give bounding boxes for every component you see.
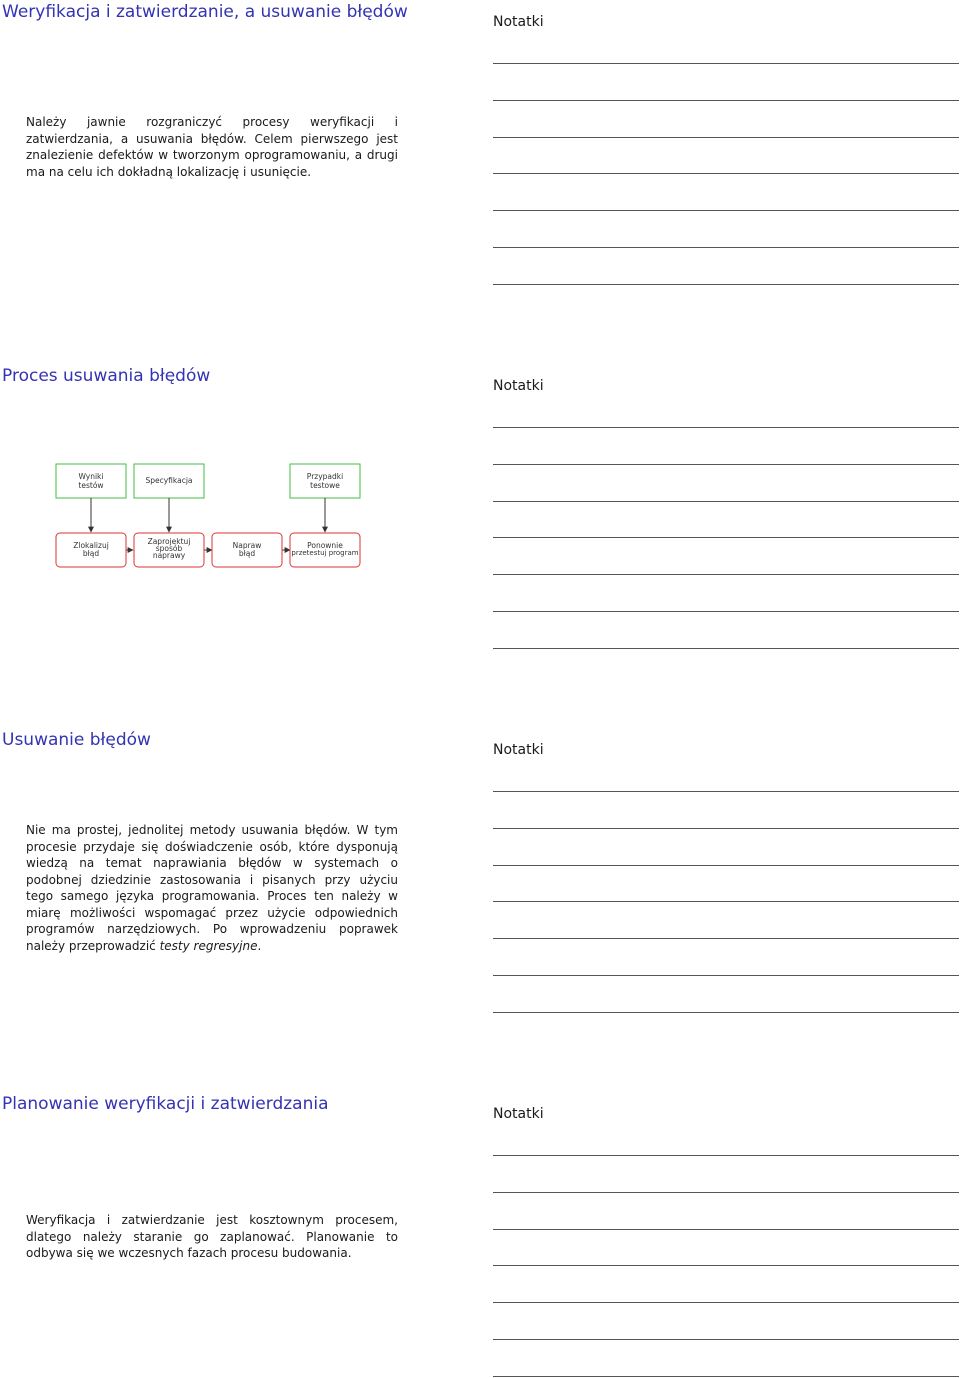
note-line — [493, 1265, 959, 1266]
note-line — [493, 648, 959, 649]
note-line — [493, 464, 959, 465]
note-line — [493, 901, 959, 902]
step-box-label: błąd — [238, 549, 256, 558]
step-box-label: sposób — [155, 544, 183, 553]
note-line — [493, 1155, 959, 1156]
note-line — [493, 100, 959, 101]
note-line — [493, 611, 959, 612]
step-box-label: Ponownie — [307, 541, 343, 550]
input-box-label: testów — [78, 481, 104, 490]
step-box-label: błąd — [82, 549, 100, 558]
note-line — [493, 828, 959, 829]
slide-body-text: Nie ma prostej, jednolitej metody usuwania błędów. W tym procesie przydaje się doświadczenie osób, które dysponują wiedzą na temat naprawiania błędów w systemach o podobnej dziedzinie zastosowania i pisanych przy użyciu tego samego języka programowania. Proces ten należy w miarę możliwości wspomagać przez użycie odpowiednich programów narzędziowych. Po wprowadzeniu poprawek należy przeprowadzić — [26, 823, 398, 953]
step-box-label: naprawy — [152, 551, 186, 560]
slide-body: Należy jawnie rozgraniczyć procesy weryfikacji i zatwierdzania, a usuwania błędów. Celem pierwszego jest znalezienie defektów w tworzonym oprogramowaniu, a drugi ma na celu ich dokładną lokalizację i usunięcie. — [26, 115, 398, 179]
step-box-retest — [290, 533, 360, 567]
input-box-test-cases — [290, 464, 360, 498]
slide-body: Weryfikacja i zatwierdzanie jest kosztownym procesem, dlatego należy staranie go zaplanować. Planowanie to odbywa się we wczesnych fazach procesu budowania. — [26, 1213, 398, 1260]
note-line — [493, 1012, 959, 1013]
input-box-test-results — [56, 464, 126, 498]
input-box-label: Specyfikacja — [145, 476, 193, 485]
note-line — [493, 1229, 959, 1230]
note-line — [493, 284, 959, 285]
note-line — [493, 1302, 959, 1303]
input-box-label: Przypadki — [306, 472, 344, 481]
step-box-label: przetestuj program — [291, 549, 359, 557]
step-box-label: Zaprojektuj — [147, 537, 191, 546]
note-line — [493, 865, 959, 866]
notes-label: Notatki — [493, 742, 544, 758]
note-line — [493, 537, 959, 538]
slide-title: Weryfikacja i zatwierdzanie, a usuwanie błędów — [2, 2, 408, 22]
note-line — [493, 247, 959, 248]
step-box-label: Zlokalizuj — [73, 541, 109, 550]
debugging-process-diagram — [0, 440, 400, 580]
notes-label: Notatki — [493, 378, 544, 394]
slide-body-end: . — [257, 938, 262, 953]
note-line — [493, 938, 959, 939]
slide-title: Planowanie weryfikacji i zatwierdzania — [2, 1094, 329, 1114]
note-line — [493, 1192, 959, 1193]
step-box-design-repair — [134, 533, 204, 567]
input-box-specification — [134, 464, 204, 498]
step-box-repair-error — [212, 533, 282, 567]
note-line — [493, 427, 959, 428]
note-line — [493, 574, 959, 575]
input-box-label: Wyniki — [78, 472, 104, 481]
step-box-locate-error — [56, 533, 126, 567]
notes-label: Notatki — [493, 1106, 544, 1122]
note-line — [493, 1339, 959, 1340]
note-line — [493, 173, 959, 174]
slide-body-emphasis: testy regresyjne — [159, 938, 258, 953]
note-line — [493, 975, 959, 976]
note-line — [493, 791, 959, 792]
note-line — [493, 137, 959, 138]
step-box-label: Napraw — [232, 541, 262, 550]
note-line — [493, 501, 959, 502]
note-line — [493, 1376, 959, 1377]
input-box-label: testowe — [310, 481, 340, 490]
slide-title: Usuwanie błędów — [2, 730, 151, 750]
slide-body — [26, 822, 398, 954]
slide-title: Proces usuwania błędów — [2, 366, 211, 386]
notes-label: Notatki — [493, 14, 544, 30]
note-line — [493, 63, 959, 64]
note-line — [493, 210, 959, 211]
